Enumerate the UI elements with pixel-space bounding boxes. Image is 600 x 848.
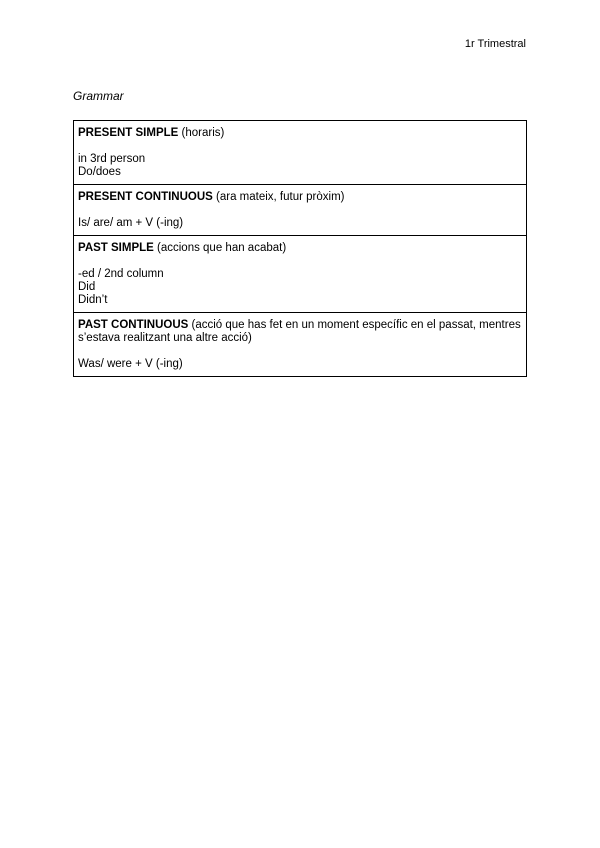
tense-cell-past-continuous bbox=[74, 313, 527, 377]
table-row bbox=[74, 236, 527, 313]
tense-cell-present-continuous bbox=[74, 185, 527, 236]
tense-name: PRESENT SIMPLE bbox=[78, 127, 179, 139]
header-term: 1r Trimestral bbox=[464, 38, 526, 50]
table-row bbox=[74, 313, 527, 377]
tense-rule: -ed / 2nd column bbox=[78, 268, 164, 280]
tense-name: PAST SIMPLE bbox=[78, 242, 154, 254]
tense-rule: Was/ were + V (-ing) bbox=[78, 358, 183, 370]
tense-rule: Do/does bbox=[78, 166, 121, 178]
tense-name: PAST CONTINUOUS bbox=[78, 319, 189, 331]
section-title: Grammar bbox=[73, 89, 124, 103]
tense-rule: Is/ are/ am + V (-ing) bbox=[78, 217, 184, 229]
table-row bbox=[74, 121, 527, 185]
tense-heading bbox=[78, 319, 522, 345]
tense-cell-past-simple bbox=[74, 236, 527, 313]
tense-heading bbox=[78, 242, 522, 255]
tense-name: PRESENT CONTINUOUS bbox=[78, 191, 213, 203]
grammar-table bbox=[73, 120, 527, 377]
tense-note: (horaris) bbox=[178, 127, 225, 139]
tense-heading bbox=[78, 127, 522, 140]
tense-rule: Didn’t bbox=[78, 294, 108, 306]
tense-rule: in 3rd person bbox=[78, 153, 146, 165]
table-row bbox=[74, 185, 527, 236]
tense-note: (acció que has fet en un moment específic en el passat, mentres s’estava realitzant una altre acció) bbox=[78, 319, 521, 344]
tense-note: (ara mateix, futur pròxim) bbox=[212, 191, 345, 203]
tense-cell-present-simple bbox=[74, 121, 527, 185]
tense-rule: Did bbox=[78, 281, 96, 293]
tense-heading bbox=[78, 191, 522, 204]
tense-note: (accions que han acabat) bbox=[153, 242, 287, 254]
